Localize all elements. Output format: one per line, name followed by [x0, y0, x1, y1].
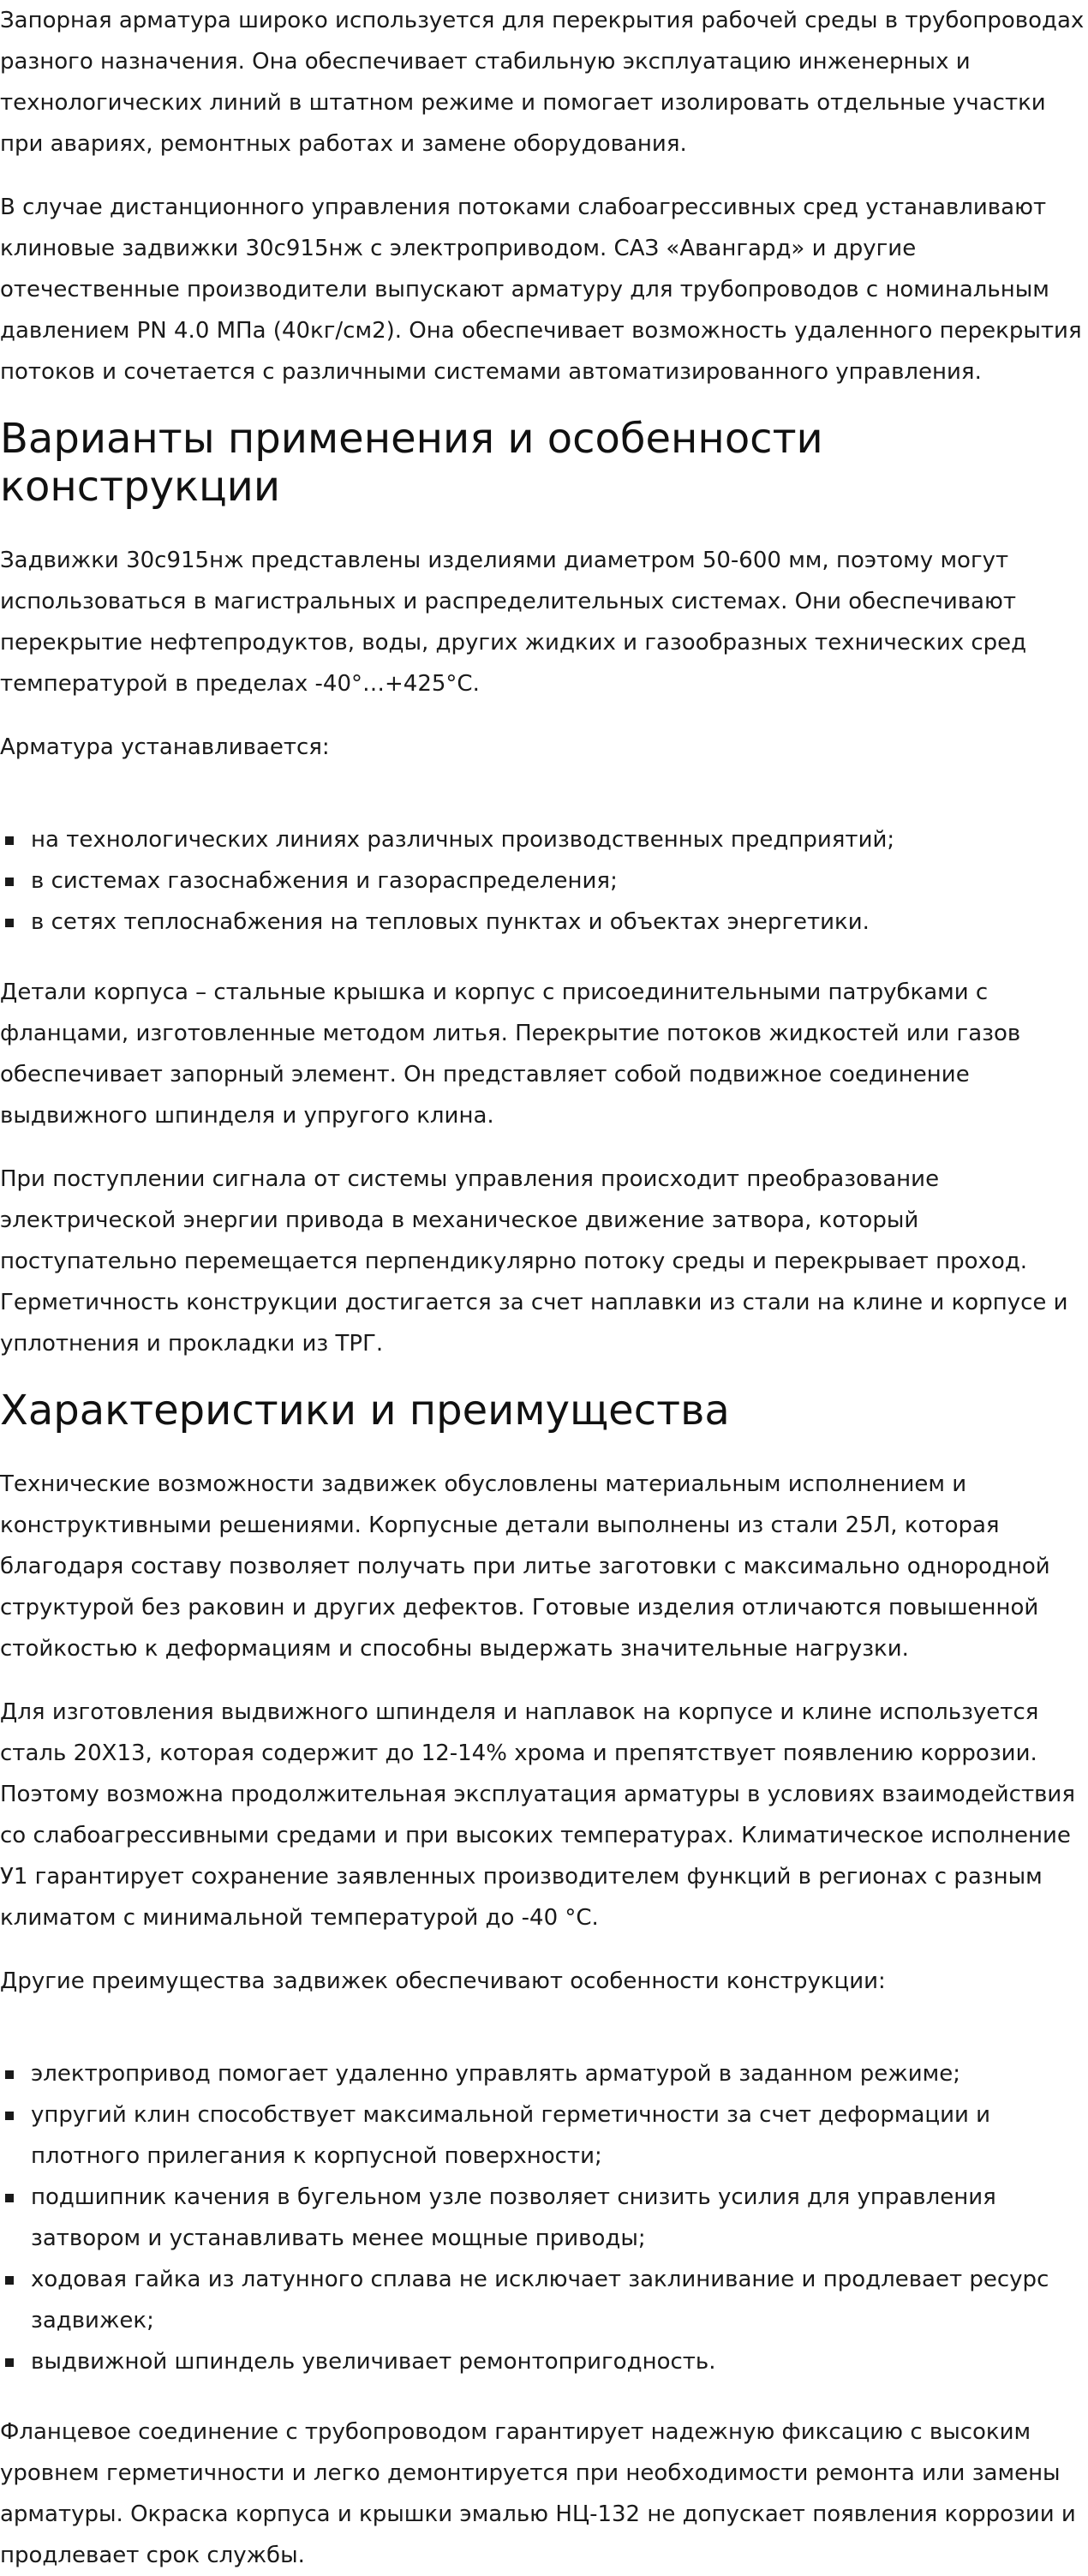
list-item — [0, 819, 1088, 860]
square-bullet-icon — [5, 836, 14, 845]
square-bullet-icon — [5, 2358, 14, 2367]
section-heading-characteristics: Характеристики и преимущества — [0, 1387, 730, 1435]
square-bullet-icon — [5, 878, 14, 886]
applications-paragraph-3: Детали корпуса – стальные крышка и корпус с присоединительными патрубками с фланцами, изготовленные методом литья. Перекрытие потоков жидкостей или газов обеспечивает запорный элемент. Он представляет собой подвижное соединение выдвижного шпинделя и упругого клина. — [0, 979, 1021, 1129]
characteristics-paragraph-2: Для изготовления выдвижного шпинделя и наплавок на корпусе и клине используется сталь 20Х13, которая содержит до 12-14% хрома и препятствует появлению коррозии. Поэтому возможна продолжительная эксплуатация арматуры в условиях взаимодействия со слабоагрессивными средами и при высоких температурах. Климатическое исполнение У1 гарантирует сохранение заявленных производителем функций в регионах с разным климатом с минимальной температурой до -40 °С. — [0, 1699, 1075, 1931]
section-heading-applications: Варианты применения и особенности конструкции — [0, 415, 823, 511]
list-item-text: подшипник качения в бугельном узле позволяет снизить усилия для управления затвором и устанавливать менее мощные приводы; — [31, 2184, 996, 2251]
list-item-text: упругий клин способствует максимальной герметичности за счет деформации и плотного прилегания к корпусной поверхности; — [31, 2102, 991, 2169]
characteristics-paragraph-1: Технические возможности задвижек обусловлены материальным исполнением и конструктивными решениями. Корпусные детали выполнены из стали 25Л, которая благодаря составу позволяет получать при литье заготовки с максимально однородной структурой без раковин и других дефектов. Готовые изделия отличаются повышенной стойкостью к деформациям и способны выдержать значительные нагрузки. — [0, 1471, 1050, 1662]
square-bullet-icon — [5, 2194, 14, 2202]
intro-paragraph-2: В случае дистанционного управления потоками слабоагрессивных сред устанавливают клиновые задвижки 30с915нж с электроприводом. САЗ «Авангард» и другие отечественные производители выпускают арматуру для трубопроводов с номинальным давлением PN 4.0 МПа (40кг/см2). Она обеспечивает возможность удаленного перекрытия потоков и сочетается с различными системами автоматизированного управления. — [0, 195, 1082, 385]
list-item-text: ходовая гайка из латунного сплава не исключает заклинивание и продлевает ресурс задвижек; — [31, 2267, 1049, 2333]
applications-paragraph-1: Задвижки 30с915нж представлены изделиями диаметром 50-600 мм, поэтому могут использоваться в магистральных и распределительных системах. Они обеспечивают перекрытие нефтепродуктов, воды, других жидких и газообразных технических сред температурой в пределах -40°…+425°С. — [0, 548, 1027, 697]
square-bullet-icon — [5, 2070, 14, 2079]
advantages-list — [0, 2024, 1088, 2382]
list-item-text: в сетях теплоснабжения на тепловых пунктах и объектах энергетики. — [31, 909, 870, 935]
list-item — [0, 2177, 1088, 2259]
list-item — [0, 860, 1088, 902]
applications-paragraph-2: Арматура устанавливается: — [0, 734, 330, 760]
installation-list — [0, 790, 1088, 943]
characteristics-paragraph-3: Другие преимущества задвижек обеспечивают особенности конструкции: — [0, 1968, 886, 1994]
list-item-text: на технологических линиях различных производственных предприятий; — [31, 827, 895, 853]
list-item — [0, 2259, 1088, 2341]
square-bullet-icon — [5, 919, 14, 927]
list-item — [0, 2053, 1088, 2094]
square-bullet-icon — [5, 2112, 14, 2120]
list-item-text: в системах газоснабжения и газораспределения; — [31, 868, 618, 894]
intro-paragraph-1: Запорная арматура широко используется для перекрытия рабочей среды в трубопроводах разного назначения. Она обеспечивает стабильную эксплуатацию инженерных и технологических линий в штатном режиме и помогает изолировать отдельные участки при авариях, ремонтных работах и замене оборудования. — [0, 8, 1085, 157]
list-item-text: электропривод помогает удаленно управлять арматурой в заданном режиме; — [31, 2061, 960, 2087]
applications-paragraph-4: При поступлении сигнала от системы управления происходит преобразование электрической энергии привода в механическое движение затвора, который поступательно перемещается перпендикулярно потоку среды и перекрывает проход. Герметичность конструкции достигается за счет наплавки из стали на клине и корпусе и уплотнения и прокладки из ТРГ. — [0, 1166, 1068, 1357]
list-item — [0, 902, 1088, 943]
list-item — [0, 2341, 1088, 2382]
list-item — [0, 2094, 1088, 2177]
characteristics-paragraph-4: Фланцевое соединение с трубопроводом гарантирует надежную фиксацию с высоким уровнем герметичности и легко демонтируется при необходимости ремонта или замены арматуры. Окраска корпуса и крышки эмалью НЦ-132 не допускает появления коррозии и продлевает срок службы. — [0, 2419, 1076, 2568]
square-bullet-icon — [5, 2276, 14, 2285]
list-item-text: выдвижной шпиндель увеличивает ремонтопригодность. — [31, 2349, 716, 2375]
